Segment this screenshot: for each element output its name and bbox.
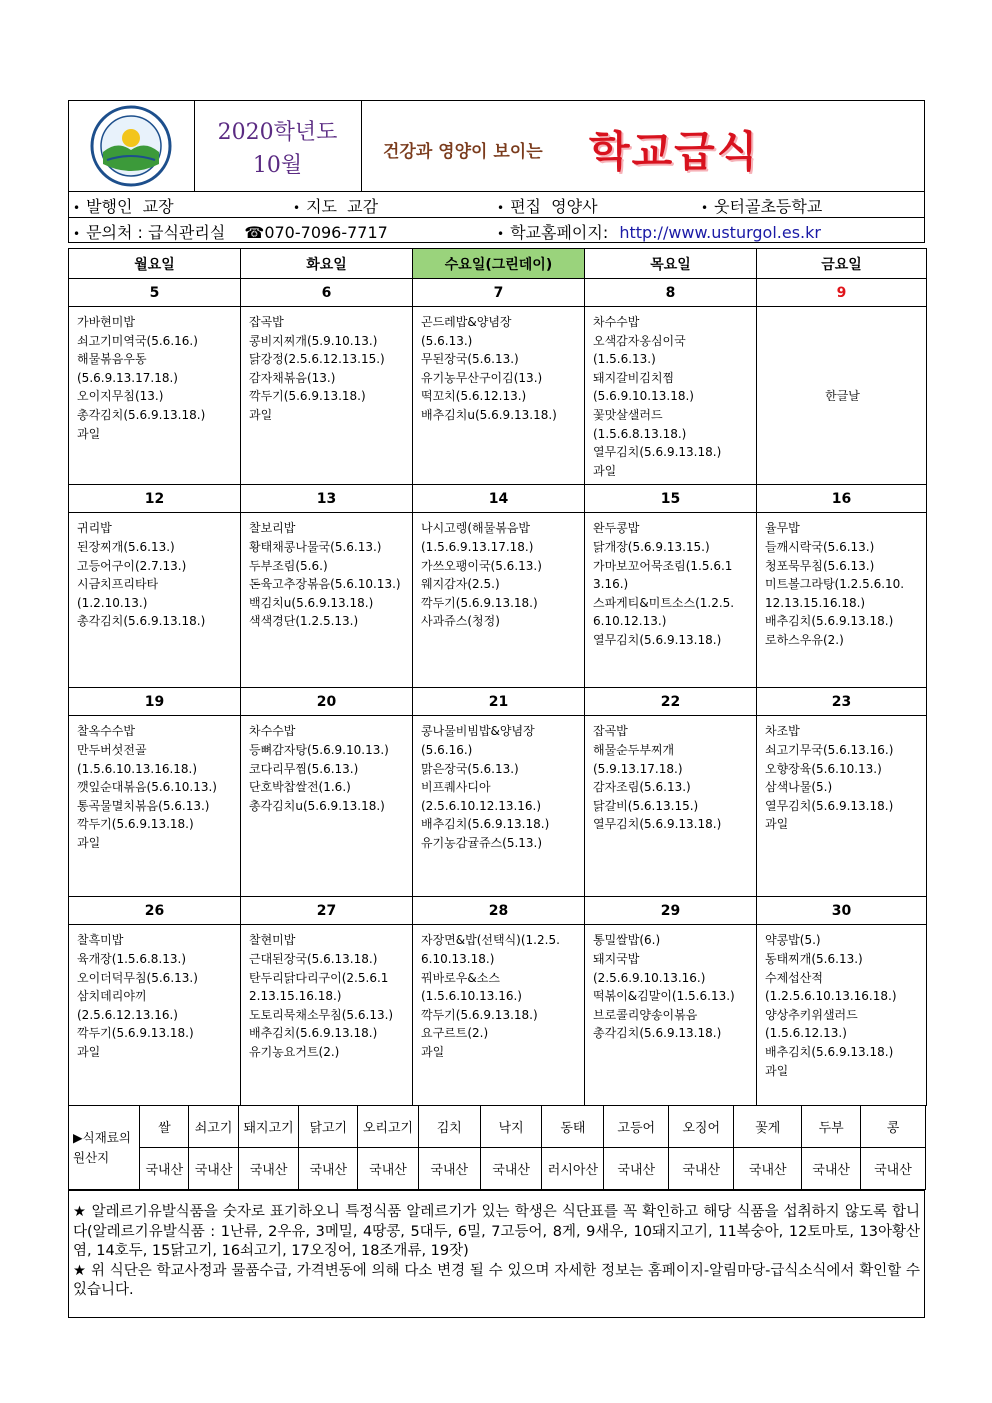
menu-cell [69, 925, 241, 1106]
menu-item: 통곡물멸치볶음(5.6.13.) [77, 798, 210, 813]
menu-item: 배추김치(5.6.9.13.18.) [765, 1044, 894, 1059]
holiday-cell [757, 307, 927, 485]
menu-item: 열무김치(5.6.9.13.18.) [593, 817, 722, 832]
menu-item: 과일 [765, 1063, 789, 1078]
menu-item: 곤드레밥&양념장 [421, 315, 512, 329]
contact: 문의처 : 급식관리실 [86, 223, 226, 242]
menu-item: 콩나물비빔밥&양념장 [421, 724, 535, 739]
menu-item: 코다리무찜(5.6.13.) [249, 761, 359, 776]
menu-item: 완두콩밥 [593, 521, 640, 536]
weekday-header: 목요일 [585, 249, 757, 279]
menu-cell [757, 925, 927, 1106]
menu-item: 시금치프리타타 [77, 577, 159, 592]
menu-item: 탄두리닭다리구이(2.5.6.1 [249, 970, 389, 985]
homepage-label: 학교홈페이지: [510, 223, 609, 242]
origin-country: 국내산 [358, 1148, 419, 1190]
menu-cell [413, 925, 585, 1106]
holiday-name: 한글날 [825, 389, 860, 404]
menu-item: 유기농요거트(2.) [249, 1044, 340, 1059]
origin-ingredient: 오징어 [669, 1106, 734, 1148]
menu-item: 배추김치(5.6.9.13.18.) [765, 614, 894, 629]
menu-item: 찰흑미밥 [77, 933, 124, 948]
day-number: 30 [757, 897, 927, 925]
menu-item: 과일 [77, 426, 101, 441]
menu-item: 돼지국밥 [593, 951, 640, 966]
menu-item: 오이더덕무침(5.6.13.) [77, 970, 198, 985]
menu-item: 돼지갈비김치찜 [593, 370, 675, 385]
menu-item: 총각김치(5.6.9.13.18.) [77, 614, 206, 629]
bullet-icon: • [293, 201, 301, 215]
publisher: 발행인 교장 [86, 197, 174, 216]
menu-item: 고등어구이(2.7.13.) [77, 558, 187, 573]
day-number: 20 [241, 688, 413, 716]
date-row [69, 897, 927, 925]
menu-item: 차조밥 [765, 724, 800, 739]
menu-item: 잡곡밥 [249, 315, 284, 329]
menu-item: 무된장국(5.6.13.) [421, 352, 519, 367]
menu-item: 오이지무침(13.) [77, 389, 164, 404]
menu-cell [585, 716, 757, 897]
origin-table [68, 1105, 926, 1190]
menu-cell [757, 513, 927, 688]
menu-item: 배추김치(5.6.9.13.18.) [421, 817, 550, 832]
menu-item: (1.5.6.12.13.) [765, 1026, 847, 1041]
origin-country-row [69, 1148, 926, 1190]
weekday-header: 월요일 [69, 249, 241, 279]
menu-item: 깍두기(5.6.9.13.18.) [77, 1026, 194, 1041]
menu-cell [585, 513, 757, 688]
day-number: 9 [757, 279, 927, 307]
menu-item: 율무밥 [765, 521, 800, 536]
guidance: 지도 교감 [306, 197, 379, 216]
origin-ingredient: 고등어 [604, 1106, 669, 1148]
menu-table [68, 248, 927, 1106]
menu-item: 브로콜리양송이볶음 [593, 1007, 698, 1022]
menu-item: 총각김치(5.6.9.13.18.) [593, 1026, 722, 1041]
menu-item: 쇠고기무국(5.6.13.16.) [765, 742, 894, 757]
menu-item: 색색경단(1.2.5.13.) [249, 614, 359, 629]
menu-item: 과일 [421, 1044, 445, 1059]
menu-item: 찰옥수수밥 [77, 724, 135, 739]
menu-item: 스파게티&미트소스(1.2.5. [593, 595, 735, 610]
day-number: 29 [585, 897, 757, 925]
origin-ingredient: 돼지고기 [238, 1106, 299, 1148]
menu-item: 과일 [249, 407, 273, 422]
menu-cell [585, 307, 757, 485]
menu-item: 해물볶음우동 [77, 352, 147, 367]
weekday-header: 금요일 [757, 249, 927, 279]
menu-item: 도토리묵채소무침(5.6.13.) [249, 1007, 394, 1022]
menu-cell [413, 716, 585, 897]
weekday-header-row [69, 249, 927, 279]
menu-item: 돈육고추장볶음(5.6.10.13.) [249, 577, 401, 592]
day-number: 27 [241, 897, 413, 925]
day-number: 19 [69, 688, 241, 716]
day-number: 6 [241, 279, 413, 307]
menu-cell [69, 716, 241, 897]
origin-ingredient: 콩 [860, 1106, 925, 1148]
origin-country: 국내산 [604, 1148, 669, 1190]
origin-ingredient: 김치 [418, 1106, 480, 1148]
bullet-icon: • [497, 201, 505, 215]
menu-item: 깍두기(5.6.9.13.18.) [77, 817, 194, 832]
menu-item: 과일 [77, 1044, 101, 1059]
menu-item: (1.5.6.10.13.16.18.) [77, 761, 198, 776]
menu-item: 가마보꼬어묵조림(1.5.6.1 [593, 558, 733, 573]
menu-item: 과일 [77, 835, 101, 850]
menu-item: 6.10.13.18.) [421, 951, 495, 966]
day-number: 23 [757, 688, 927, 716]
origin-ingredient: 동태 [542, 1106, 604, 1148]
menu-item: 꽃맛살샐러드 [593, 407, 663, 422]
menu-cell [413, 307, 585, 485]
menu-item: (5.6.13.) [421, 333, 473, 348]
origin-country: 국내산 [299, 1148, 358, 1190]
school-year: 2020학년도 [217, 120, 338, 145]
menu-item: 2.13.15.16.18.) [249, 989, 342, 1004]
banner-tagline: 건강과 영양이 보이는 [383, 142, 543, 162]
menu-item: 6.10.12.13.) [593, 614, 667, 629]
contact-item [73, 220, 388, 243]
origin-ingredient: 두부 [802, 1106, 861, 1148]
menu-cell [241, 716, 413, 897]
menu-item: 삼색나물(5.) [765, 780, 833, 795]
menu-item: 떡볶이&김말이(1.5.6.13.) [593, 989, 735, 1004]
menu-item: 황태채콩나물국(5.6.13.) [249, 539, 382, 554]
menu-item: (1.5.6.9.13.17.18.) [421, 539, 534, 554]
year-month-cell [194, 101, 362, 191]
bullet-icon: • [73, 227, 81, 241]
menu-item: 오색감자옹심이국 [593, 333, 686, 348]
menu-item: 해물순두부찌개 [593, 742, 675, 757]
publication-info [68, 191, 925, 243]
origin-ingredient-row [69, 1106, 926, 1148]
menu-item: (5.9.13.17.18.) [593, 761, 683, 776]
menu-item: 로하스우유(2.) [765, 632, 844, 647]
menu-item: (1.5.6.13.) [593, 352, 656, 367]
bullet-icon: • [701, 201, 709, 215]
menu-item: 미트볼그라탕(1.2.5.6.10. [765, 577, 905, 592]
day-number: 26 [69, 897, 241, 925]
origin-ingredient: 오리고기 [358, 1106, 419, 1148]
menu-item: 과일 [765, 817, 789, 832]
weekday-header-green-day: 수요일(그린데이) [413, 249, 585, 279]
menu-cell [69, 307, 241, 485]
menu-item: 열무김치(5.6.9.13.18.) [765, 798, 894, 813]
banner [361, 101, 924, 191]
menu-row [69, 307, 927, 485]
menu-body [69, 279, 927, 1106]
origin-country: 국내산 [860, 1148, 925, 1190]
editor: 편집 영양사 [510, 197, 598, 216]
origin-country: 국내산 [238, 1148, 299, 1190]
date-row [69, 485, 927, 513]
menu-item: (5.6.9.13.17.18.) [77, 370, 178, 385]
menu-item: 감자조림(5.6.13.) [593, 780, 691, 795]
menu-row [69, 513, 927, 688]
menu-item: 닭강정(2.5.6.12.13.15.) [249, 352, 385, 367]
origin-ingredient: 쇠고기 [189, 1106, 238, 1148]
menu-item: 청포묵무침(5.6.13.) [765, 558, 875, 573]
school-emblem-icon [89, 104, 173, 188]
menu-item: (2.5.6.10.12.13.16.) [421, 798, 542, 813]
menu-item: 유기농무산구이김(13.) [421, 370, 543, 385]
day-number: 13 [241, 485, 413, 513]
allergy-note: ★ 알레르기유발식품을 숫자로 표기하오니 특정식품 알레르기가 있는 학생은 식단표를 꼭 확인하고 해당 식품을 섭취하지 않도록 합니다(알레르기유발식품 : 1난류, 2우유, 3메밀, 4땅콩, 5대두, 6밀, 7고등어, 8게, 9새우, 10돼지고기, 11복숭아, 12토마토, 13아황산염, 14호두, 15닭고기, 16쇠고기, 17오징어, 18조개류, 19잣) [73, 1204, 920, 1259]
menu-item: 깍두기(5.6.9.13.18.) [249, 389, 366, 404]
day-number: 22 [585, 688, 757, 716]
month: 10월 [252, 153, 303, 178]
change-note: ★ 위 식단은 학교사정과 물품수급, 가격변동에 의해 다소 변경 될 수 있으며 자세한 정보는 홈페이지-알림마당-급식소식에서 확인할 수 있습니다. [73, 1262, 920, 1298]
menu-item: 떡꼬치(5.6.12.13.) [421, 389, 527, 404]
homepage-item [497, 220, 821, 243]
menu-row [69, 925, 927, 1106]
menu-item: (1.5.6.10.13.16.) [421, 989, 522, 1004]
menu-item: (1.2.5.6.10.13.16.18.) [765, 989, 897, 1004]
origin-country: 국내산 [669, 1148, 734, 1190]
menu-item: 콩비지찌개(5.9.10.13.) [249, 333, 378, 348]
menu-item: 닭개장(5.6.9.13.15.) [593, 539, 710, 554]
menu-item: 동태찌개(5.6.13.) [765, 951, 863, 966]
menu-item: (2.5.6.9.10.13.16.) [593, 970, 706, 985]
menu-item: 3.16.) [593, 577, 629, 592]
menu-cell [413, 513, 585, 688]
menu-row [69, 716, 927, 897]
origin-ingredient: 낙지 [480, 1106, 542, 1148]
menu-item: 총각김치(5.6.9.13.18.) [77, 407, 206, 422]
origin-label: ▶식재료의 원산지 [69, 1106, 140, 1190]
banner-title: 학교급식 [589, 127, 760, 176]
menu-cell [241, 925, 413, 1106]
origin-country: 국내산 [480, 1148, 542, 1190]
menu-item: (5.6.16.) [421, 742, 473, 757]
homepage-link[interactable]: http://www.usturgol.es.kr [619, 223, 821, 242]
bullet-icon: • [497, 227, 505, 241]
menu-cell [241, 513, 413, 688]
menu-item: 깍두기(5.6.9.13.18.) [421, 1007, 538, 1022]
menu-item: 등뼈감자탕(5.6.9.10.13.) [249, 742, 389, 757]
menu-item: 차수수밥 [593, 315, 640, 329]
bullet-icon: • [73, 201, 81, 215]
header [68, 100, 925, 192]
menu-item: 근대된장국(5.6.13.18.) [249, 951, 378, 966]
menu-item: 귀리밥 [77, 521, 112, 536]
origin-country: 국내산 [418, 1148, 480, 1190]
school-name: 웃터골초등학교 [714, 197, 823, 216]
menu-cell [585, 925, 757, 1106]
menu-item: 요구르트(2.) [421, 1026, 489, 1041]
publisher-item [73, 194, 174, 217]
menu-item: (1.5.6.8.13.18.) [593, 426, 687, 441]
menu-item: 가쓰오팽이국(5.6.13.) [421, 558, 542, 573]
menu-item: 과일 [593, 463, 617, 478]
day-number: 15 [585, 485, 757, 513]
menu-item: 차수수밥 [249, 724, 296, 739]
day-number: 5 [69, 279, 241, 307]
school-logo-cell [69, 101, 195, 191]
menu-item: 배추김치u(5.6.9.13.18.) [421, 407, 557, 422]
phone: ☎070-7096-7717 [244, 223, 388, 242]
origin-country: 국내산 [734, 1148, 802, 1190]
menu-item: 단호박찹쌀전(1.6.) [249, 780, 351, 795]
menu-item: 통밀쌀밥(6.) [593, 933, 661, 948]
menu-item: 만두버섯전골 [77, 742, 147, 757]
menu-item: 사과쥬스(청정) [421, 614, 500, 629]
menu-item: 오향장육(5.6.10.13.) [765, 761, 882, 776]
origin-country: 국내산 [189, 1148, 238, 1190]
day-number: 12 [69, 485, 241, 513]
menu-item: 열무김치(5.6.9.13.18.) [593, 632, 722, 647]
menu-cell [757, 716, 927, 897]
menu-item: 약콩밥(5.) [765, 933, 821, 948]
menu-item: 두부조림(5.6.) [249, 558, 328, 573]
menu-item: 맑은장국(5.6.13.) [421, 761, 519, 776]
guidance-item [293, 194, 378, 217]
menu-item: 12.13.15.16.18.) [765, 595, 866, 610]
day-number: 21 [413, 688, 585, 716]
menu-cell [241, 307, 413, 485]
menu-item: 비프퀘사디아 [421, 780, 491, 795]
menu-item: 나시고렝(해물볶음밥 [421, 521, 531, 536]
menu-cell [69, 513, 241, 688]
menu-item: 찰보리밥 [249, 521, 296, 536]
day-number: 28 [413, 897, 585, 925]
menu-item: 자장면&밥(선택식)(1.2.5. [421, 933, 560, 948]
info-row-2 [69, 218, 924, 243]
menu-item: 양상추키위샐러드 [765, 1007, 858, 1022]
weekday-header: 화요일 [241, 249, 413, 279]
origin-ingredient: 쌀 [140, 1106, 189, 1148]
menu-item: (1.2.10.13.) [77, 595, 148, 610]
notes [68, 1190, 925, 1318]
origin-country: 러시아산 [542, 1148, 604, 1190]
info-row-1 [69, 192, 924, 218]
origin-ingredient: 닭고기 [299, 1106, 358, 1148]
menu-item: (2.5.6.12.13.16.) [77, 1007, 178, 1022]
day-number: 14 [413, 485, 585, 513]
day-number: 16 [757, 485, 927, 513]
menu-item: 깍두기(5.6.9.13.18.) [421, 595, 538, 610]
menu-item: 닭갈비(5.6.13.15.) [593, 798, 699, 813]
menu-item: 깻잎순대볶음(5.6.10.13.) [77, 780, 217, 795]
menu-item: 들깨시락국(5.6.13.) [765, 539, 875, 554]
menu-item: 찰현미밥 [249, 933, 296, 948]
menu-item: 꿔바로우&소스 [421, 970, 500, 985]
menu-item: 웨지감자(2.5.) [421, 577, 500, 592]
menu-item: 백김치u(5.6.9.13.18.) [249, 595, 374, 610]
editor-item [497, 194, 598, 217]
date-row [69, 688, 927, 716]
menu-item: 가바현미밥 [77, 315, 135, 329]
origin-ingredient: 꽃게 [734, 1106, 802, 1148]
menu-item: 된장찌개(5.6.13.) [77, 539, 175, 554]
menu-item: 감자채볶음(13.) [249, 370, 336, 385]
day-number: 7 [413, 279, 585, 307]
origin-country: 국내산 [802, 1148, 861, 1190]
menu-item: 배추김치(5.6.9.13.18.) [249, 1026, 378, 1041]
menu-item: (5.6.9.10.13.18.) [593, 389, 694, 404]
day-number: 8 [585, 279, 757, 307]
menu-item: 총각김치u(5.6.9.13.18.) [249, 798, 385, 813]
menu-item: 열무김치(5.6.9.13.18.) [593, 445, 722, 460]
menu-item: 쇠고기미역국(5.6.16.) [77, 333, 198, 348]
school-item [701, 194, 822, 217]
menu-item: 육개장(1.5.6.8.13.) [77, 951, 187, 966]
origin-country: 국내산 [140, 1148, 189, 1190]
menu-item: 수제섭산적 [765, 970, 823, 985]
menu-item: 삼치데리야끼 [77, 989, 147, 1004]
menu-item: 잡곡밥 [593, 724, 628, 739]
date-row [69, 279, 927, 307]
menu-item: 유기농감귤쥬스(5.13.) [421, 835, 543, 850]
